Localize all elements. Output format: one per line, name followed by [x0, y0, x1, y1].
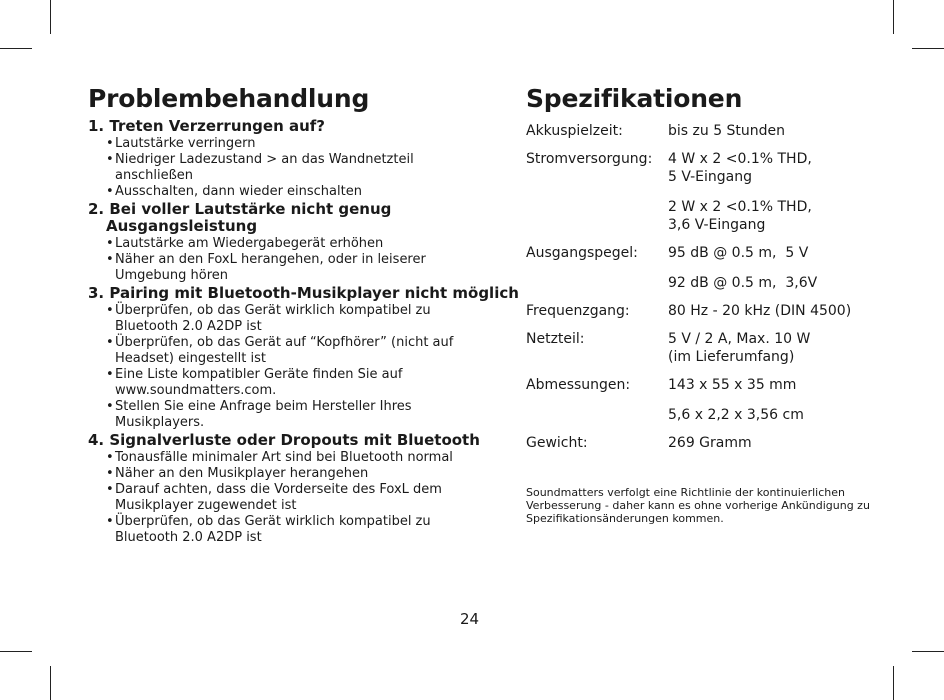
crop-mark-bottom-right-horizontal	[912, 651, 944, 652]
specifications-title: Spezifikationen	[526, 84, 743, 113]
troubleshooting-section	[88, 118, 508, 200]
crop-mark-top-left-horizontal	[0, 48, 32, 49]
troubleshooting-section	[88, 201, 508, 284]
crop-mark-top-left-vertical	[50, 0, 51, 34]
spec-value: 5 V / 2 A, Max. 10 W (im Lieferumfang)	[668, 331, 811, 365]
spec-label: Stromversorgung:	[526, 151, 653, 167]
spec-value: 4 W x 2 <0.1% THD, 5 V-Eingang	[668, 151, 812, 185]
list-item: • Überprüfen, ob das Gerät auf “Kopfhörer” (nicht auf Headset) eingestellt ist	[88, 335, 480, 367]
spec-label: Abmessungen:	[526, 377, 631, 393]
troubleshooting-list	[88, 117, 519, 547]
list-item: • Lautstärke am Wiedergabegerät erhöhen	[88, 236, 455, 252]
spec-value: 5,6 x 2,2 x 3,56 cm	[668, 407, 804, 423]
list-item: • Lautstärke verringern	[88, 136, 455, 152]
spec-label: Akkuspielzeit:	[526, 123, 623, 139]
list-item: • Überprüfen, ob das Gerät wirklich kompatibel zu Bluetooth 2.0 A2DP ist	[88, 514, 455, 546]
troubleshooting-question: 3. Pairing mit Bluetooth-Musikplayer nicht möglich	[88, 284, 519, 302]
spec-value: bis zu 5 Stunden	[668, 123, 786, 139]
spec-label: Ausgangspegel:	[526, 245, 638, 261]
spec-value: 80 Hz - 20 kHz (DIN 4500)	[668, 303, 852, 319]
crop-mark-top-right-horizontal	[912, 48, 944, 49]
crop-mark-top-right-vertical	[893, 0, 894, 34]
crop-mark-bottom-right-vertical	[893, 666, 894, 700]
spec-row	[526, 122, 906, 140]
spec-row	[526, 434, 906, 452]
page-number: 24	[460, 610, 480, 628]
spec-row	[526, 150, 906, 234]
spec-value: 143 x 55 x 35 mm	[668, 377, 797, 393]
troubleshooting-items	[88, 303, 508, 431]
troubleshooting-title: Problembehandlung	[88, 84, 370, 113]
list-item: • Näher an den Musikplayer herangehen	[88, 466, 455, 482]
specifications-table	[526, 122, 906, 462]
crop-mark-bottom-left-vertical	[50, 666, 51, 700]
spec-values	[668, 122, 785, 140]
troubleshooting-question: 1. Treten Verzerrungen auf?	[88, 117, 326, 135]
spec-value: 95 dB @ 0.5 m, 5 V	[668, 245, 809, 261]
list-item: • Eine Liste kompatibler Geräte finden Sie auf www.soundmatters.com.	[88, 367, 445, 399]
spec-value: 269 Gramm	[668, 435, 752, 451]
troubleshooting-items	[88, 450, 508, 546]
spec-label: Gewicht:	[526, 435, 588, 451]
troubleshooting-section	[88, 284, 519, 431]
spec-values	[668, 244, 817, 292]
list-item: • Ausschalten, dann wieder einschalten	[88, 184, 455, 200]
list-item: • Tonausfälle minimaler Art sind bei Bluetooth normal	[88, 450, 515, 466]
spec-row	[526, 244, 906, 292]
spec-value: 92 dB @ 0.5 m, 3,6V	[668, 275, 818, 291]
list-item: • Stellen Sie eine Anfrage beim Hersteller Ihres Musikplayers.	[88, 399, 455, 431]
spec-value: 2 W x 2 <0.1% THD, 3,6 V-Eingang	[668, 199, 812, 233]
spec-values	[668, 150, 812, 234]
spec-row	[526, 302, 906, 320]
troubleshooting-section	[88, 432, 508, 546]
spec-label: Netzteil:	[526, 331, 585, 347]
spec-values	[668, 376, 804, 424]
spec-label: Frequenzgang:	[526, 303, 630, 319]
troubleshooting-question: 4. Signalverluste oder Dropouts mit Bluetooth	[88, 431, 480, 449]
spec-values	[668, 434, 752, 452]
list-item: • Näher an den FoxL herangehen, oder in leiserer Umgebung hören	[88, 252, 465, 284]
specifications-note: Soundmatters verfolgt eine Richtlinie der kontinuierlichen Verbesserung - daher kann es ohne vorherige Ankündigung zu Spezifikationsänderungen kommen.	[526, 486, 870, 525]
list-item: • Niedriger Ladezustand > an das Wandnetzteil anschließen	[88, 152, 445, 184]
list-item: • Überprüfen, ob das Gerät wirklich kompatibel zu Bluetooth 2.0 A2DP ist	[88, 303, 455, 335]
spec-row	[526, 330, 906, 366]
spec-row	[526, 376, 906, 424]
troubleshooting-items	[88, 136, 508, 200]
list-item: • Darauf achten, dass die Vorderseite des FoxL dem Musikplayer zugewendet ist	[88, 482, 455, 514]
troubleshooting-question: 2. Bei voller Lautstärke nicht genug Ausgangsleistung	[88, 200, 392, 235]
spec-values	[668, 330, 810, 366]
troubleshooting-items	[88, 236, 508, 284]
crop-mark-bottom-left-horizontal	[0, 651, 32, 652]
spec-values	[668, 302, 851, 320]
